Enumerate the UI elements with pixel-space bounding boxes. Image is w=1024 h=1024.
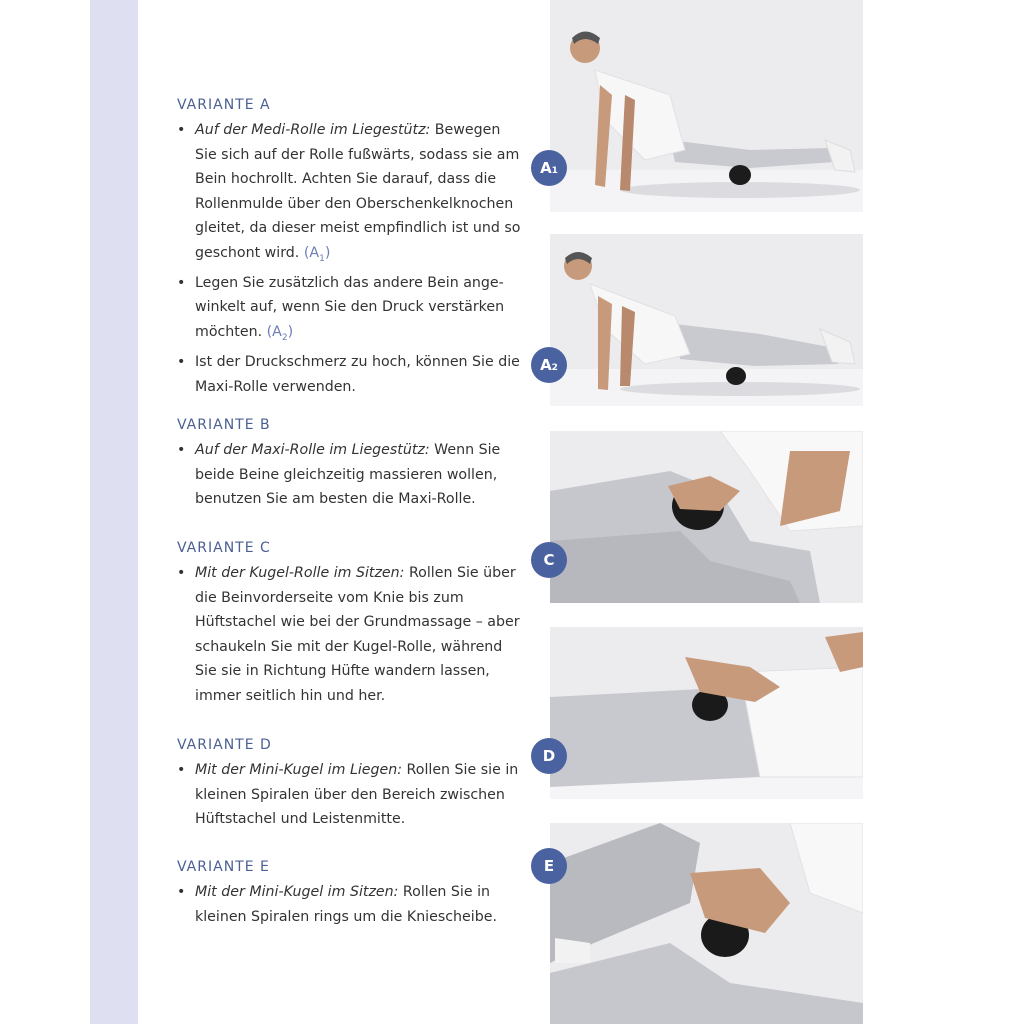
list-item — [177, 350, 522, 399]
ref-sub: 2 — [281, 332, 288, 343]
bullet-list — [177, 561, 522, 708]
section-heading: VARIANTE B — [177, 417, 271, 433]
item-body: Rollen Sie über die Beinvorderseite vom Knie bis zum Hüftstachel wie bei der Grundmassage – aber schaukeln Sie mit der Kugel-Rolle, während Sie sie in Richtung Hüfte wandern lassen, immer seitlich hin und her. — [195, 565, 520, 704]
badge-d — [531, 738, 567, 774]
section-variante-b — [177, 416, 522, 512]
item-lead: Mit der Kugel-Rolle im Sitzen: — [195, 565, 405, 581]
section-heading: VARIANTE A — [177, 97, 271, 113]
badge-letter: A — [540, 159, 552, 177]
ref-sub: 1 — [319, 253, 325, 264]
photo-reference — [303, 244, 331, 264]
photo-reference — [266, 323, 294, 343]
photo-variante-a1 — [550, 0, 863, 212]
ref-text: (A — [266, 323, 282, 340]
list-item — [177, 880, 522, 929]
badge-a2 — [531, 347, 567, 383]
badge-letter: C — [543, 551, 555, 569]
list-item — [177, 758, 522, 832]
list-item — [177, 561, 522, 708]
section-variante-c — [177, 539, 522, 708]
photo-variante-e — [550, 823, 863, 1024]
bullet-list — [177, 758, 522, 832]
item-lead: Auf der Medi-Rolle im Liegestütz: — [195, 122, 431, 138]
item-body: Rollen Sie in kleinen Spiralen rings um die Kniescheibe. — [195, 884, 497, 925]
badge-sub: 2 — [551, 363, 558, 373]
list-item — [177, 438, 522, 512]
list-item — [177, 271, 522, 350]
section-variante-e — [177, 858, 522, 929]
section-heading: VARIANTE D — [177, 737, 272, 753]
bullet-list — [177, 438, 522, 512]
item-body: Ist der Druckschmerz zu hoch, können Sie die Maxi-Rolle verwenden. — [195, 354, 520, 395]
list-item — [177, 118, 522, 271]
badge-letter: E — [543, 857, 555, 875]
badge-a1 — [531, 150, 567, 186]
item-body: Bewegen Sie sich auf der Rolle fußwärts, sodass sie am Bein hochrollt. Achten Sie darauf, dass die Rollenmulde über den Oberschenkelknochen gleitet, da dieser meist empfindlich ist und so geschont wird. — [195, 122, 521, 261]
photo-variante-c — [550, 431, 863, 603]
sidebar-band — [90, 0, 138, 1024]
section-heading: VARIANTE E — [177, 859, 270, 875]
item-body: Wenn Sie beide Beine gleichzeitig massieren wollen, benutzen Sie am besten die Maxi-Rolle. — [195, 442, 501, 507]
ref-text: (A — [303, 244, 320, 261]
section-variante-d — [177, 736, 522, 832]
photo-variante-d — [550, 627, 863, 799]
item-lead: Auf der Maxi-Rolle im Liegestütz: — [195, 442, 430, 458]
item-lead: Mit der Mini-Kugel im Sitzen: — [195, 884, 399, 900]
ref-end: ) — [287, 323, 294, 340]
ref-end: ) — [324, 244, 331, 261]
item-body: Rollen Sie sie in kleinen Spiralen über den Bereich zwischen Hüftstachel und Leistenmitte. — [195, 762, 519, 827]
page-margin — [0, 0, 90, 1024]
item-lead: Mit der Mini-Kugel im Liegen: — [195, 762, 403, 778]
bullet-list — [177, 118, 522, 399]
badge-letter: D — [542, 747, 556, 765]
section-heading: VARIANTE C — [177, 540, 271, 556]
section-variante-a — [177, 96, 522, 399]
badge-letter: A — [540, 356, 552, 374]
badge-c — [531, 542, 567, 578]
badge-e — [531, 848, 567, 884]
photo-variante-a2 — [550, 234, 863, 406]
badge-sub: 1 — [551, 166, 558, 176]
item-body: Legen Sie zusätzlich das andere Bein angewinkelt auf, wenn Sie den Druck verstärken möchten. — [195, 274, 505, 340]
bullet-list — [177, 880, 522, 929]
